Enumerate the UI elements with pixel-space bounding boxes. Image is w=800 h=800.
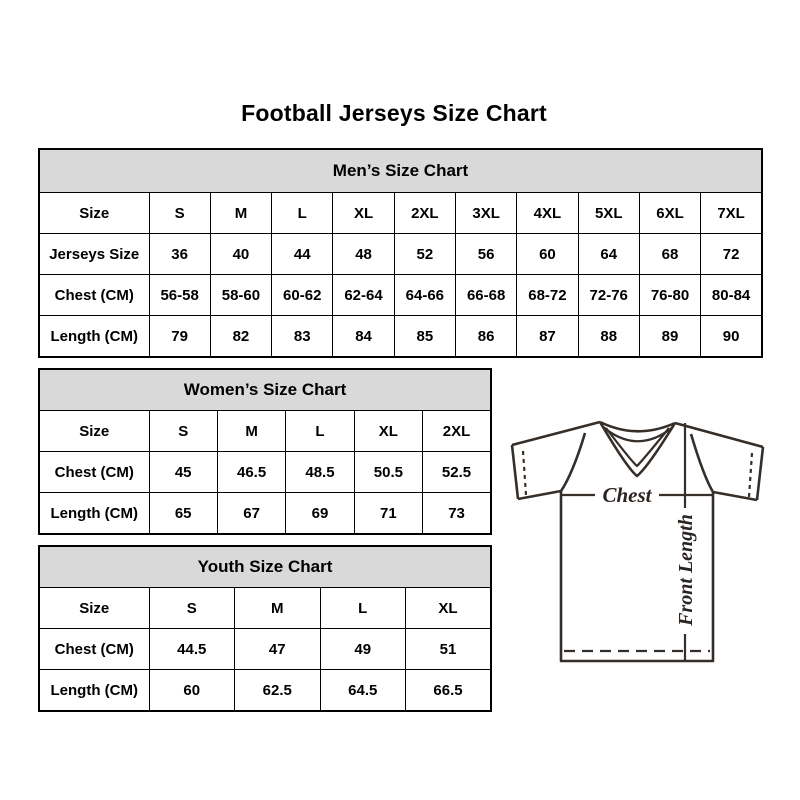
jersey-collar-back-arc (600, 422, 675, 431)
value-cell: 79 (149, 316, 210, 358)
value-cell: 60 (517, 234, 578, 275)
table-row (39, 452, 491, 493)
value-cell: 72 (701, 234, 762, 275)
jersey-left-sleeve-bottom (518, 491, 561, 499)
jersey-right-shoulder-line (675, 423, 763, 447)
value-cell: 2XL (423, 411, 491, 452)
jersey-right-cuff-stitch (749, 453, 752, 497)
womens-size-table (38, 368, 492, 535)
value-cell: S (149, 193, 210, 234)
value-cell: 44.5 (149, 629, 235, 670)
value-cell: XL (406, 588, 492, 629)
row-label-cell: Length (CM) (39, 316, 149, 358)
value-cell: 2XL (394, 193, 455, 234)
value-cell: 52 (394, 234, 455, 275)
front-length-label: Front Length (675, 514, 697, 626)
value-cell: L (320, 588, 406, 629)
value-cell: L (272, 193, 333, 234)
value-cell: 40 (210, 234, 271, 275)
row-label-cell: Size (39, 193, 149, 234)
value-cell: 6XL (639, 193, 700, 234)
value-cell: 51 (406, 629, 492, 670)
table-title: Men’s Size Chart (39, 149, 762, 193)
row-label-cell: Chest (CM) (39, 629, 149, 670)
value-cell: 66-68 (455, 275, 516, 316)
value-cell: 36 (149, 234, 210, 275)
row-label-cell: Size (39, 411, 149, 452)
value-cell: 5XL (578, 193, 639, 234)
table-row (39, 316, 762, 358)
row-label-cell: Length (CM) (39, 670, 149, 712)
value-cell: 65 (149, 493, 217, 535)
row-label-cell: Jerseys Size (39, 234, 149, 275)
value-cell: 64.5 (320, 670, 406, 712)
table-title-row (39, 369, 491, 411)
mens-size-table (38, 148, 763, 358)
value-cell: 64 (578, 234, 639, 275)
value-cell: 64-66 (394, 275, 455, 316)
value-cell: 62.5 (235, 670, 321, 712)
value-cell: 67 (217, 493, 285, 535)
jersey-right-seam (691, 434, 713, 492)
table-row (39, 275, 762, 316)
jersey-right-sleeve-bottom (713, 492, 757, 500)
value-cell: 90 (701, 316, 762, 358)
jersey-right-sleeve-outer (757, 447, 763, 500)
jersey-left-sleeve-outer (512, 445, 518, 499)
value-cell: 73 (423, 493, 491, 535)
value-cell: 52.5 (423, 452, 491, 493)
value-cell: 44 (272, 234, 333, 275)
value-cell: 62-64 (333, 275, 394, 316)
table-title-row (39, 149, 762, 193)
value-cell: S (149, 588, 235, 629)
value-cell: 68 (639, 234, 700, 275)
value-cell: 84 (333, 316, 394, 358)
value-cell: 86 (455, 316, 516, 358)
chest-label: Chest (602, 483, 652, 507)
row-label-cell: Chest (CM) (39, 275, 149, 316)
table-row (39, 629, 491, 670)
value-cell: 72-76 (578, 275, 639, 316)
value-cell: 85 (394, 316, 455, 358)
table-title: Youth Size Chart (39, 546, 491, 588)
value-cell: 83 (272, 316, 333, 358)
table-row (39, 193, 762, 234)
value-cell: 60-62 (272, 275, 333, 316)
value-cell: M (210, 193, 271, 234)
jersey-left-shoulder-line (512, 422, 600, 445)
table-row (39, 411, 491, 452)
youth-size-table (38, 545, 492, 712)
value-cell: 60 (149, 670, 235, 712)
value-cell: 49 (320, 629, 406, 670)
value-cell: 3XL (455, 193, 516, 234)
row-label-cell: Size (39, 588, 149, 629)
page-title: Football Jerseys Size Chart (241, 100, 547, 126)
value-cell: 4XL (517, 193, 578, 234)
value-cell: S (149, 411, 217, 452)
value-cell: 88 (578, 316, 639, 358)
value-cell: 58-60 (210, 275, 271, 316)
value-cell: 80-84 (701, 275, 762, 316)
jersey-left-seam (561, 433, 585, 491)
value-cell: 68-72 (517, 275, 578, 316)
value-cell: 50.5 (354, 452, 422, 493)
value-cell: M (235, 588, 321, 629)
value-cell: 48 (333, 234, 394, 275)
value-cell: 56 (455, 234, 516, 275)
table-row (39, 234, 762, 275)
table-title-row (39, 546, 491, 588)
value-cell: L (286, 411, 354, 452)
table-row (39, 493, 491, 535)
table-title: Women’s Size Chart (39, 369, 491, 411)
jersey-measurement-diagram (505, 398, 775, 685)
row-label-cell: Length (CM) (39, 493, 149, 535)
value-cell: 87 (517, 316, 578, 358)
value-cell: XL (354, 411, 422, 452)
value-cell: 7XL (701, 193, 762, 234)
value-cell: 45 (149, 452, 217, 493)
table-row (39, 670, 491, 712)
value-cell: 69 (286, 493, 354, 535)
value-cell: 89 (639, 316, 700, 358)
value-cell: M (217, 411, 285, 452)
value-cell: 82 (210, 316, 271, 358)
value-cell: 71 (354, 493, 422, 535)
value-cell: XL (333, 193, 394, 234)
row-label-cell: Chest (CM) (39, 452, 149, 493)
value-cell: 56-58 (149, 275, 210, 316)
value-cell: 76-80 (639, 275, 700, 316)
value-cell: 66.5 (406, 670, 492, 712)
value-cell: 46.5 (217, 452, 285, 493)
value-cell: 47 (235, 629, 321, 670)
table-row (39, 588, 491, 629)
value-cell: 48.5 (286, 452, 354, 493)
jersey-left-cuff-stitch (523, 451, 526, 495)
